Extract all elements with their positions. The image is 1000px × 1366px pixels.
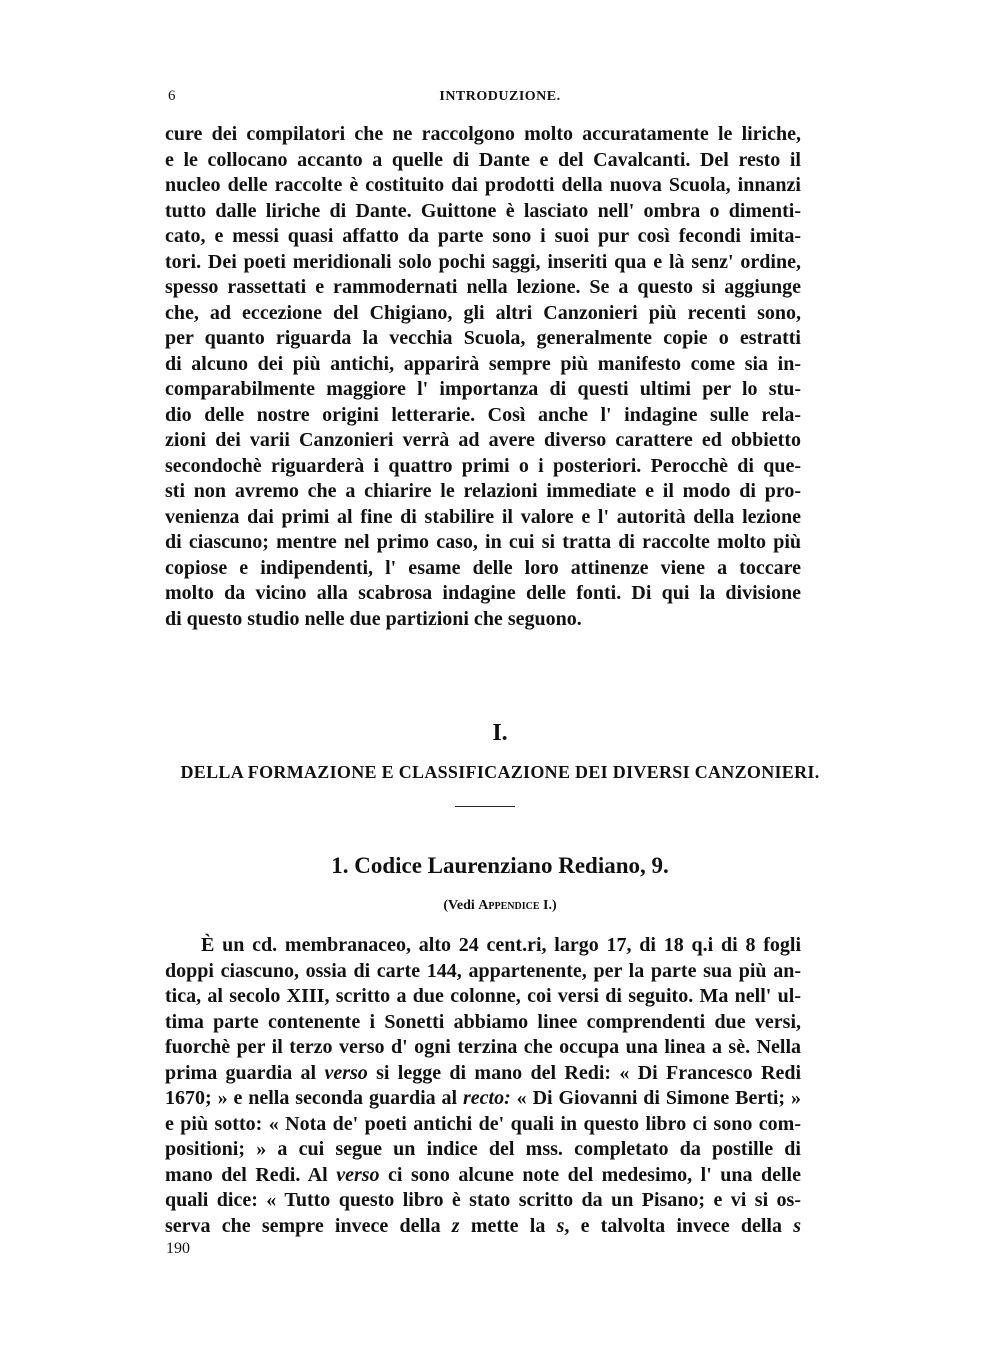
italic-text: verso [336, 1163, 380, 1186]
italic-text: s [556, 1214, 565, 1237]
text-line: di questo studio nelle due partizioni che seguono. [165, 607, 582, 630]
divider-rule [455, 806, 515, 807]
running-title: INTRODUZIONE. [439, 89, 561, 104]
text-run: ci sono alcune note del medesimo, l' una delle [379, 1163, 801, 1186]
text-line: sti non avremo che a chiarire le relazioni immediate e il modo di pro- [165, 480, 801, 502]
note-close: I.) [539, 898, 557, 913]
signature-mark: 190 [166, 1240, 190, 1257]
text-line: molto da vicino alla scabrosa indagine delle fonti. Di qui la divisione [165, 582, 801, 604]
text-line: che, ad eccezione del Chigiano, gli altri Canzonieri più recenti sono, [165, 301, 801, 324]
text-line [165, 1163, 801, 1189]
text-line: tori. Dei poeti meridionali solo pochi saggi, inseriti qua e là senz' ordine, [165, 250, 801, 273]
text-run: serva che sempre invece della [165, 1214, 452, 1237]
text-line: cato, e messi quasi affatto da parte sono i suoi pur così fecondi imita- [165, 225, 801, 247]
text-run: doppi ciascuno, ossia di carte 144, appartenente, per la parte sua più an- [165, 959, 801, 982]
text-line [165, 1010, 801, 1036]
subsection-title: 1. Codice Laurenziano Rediano, 9. [331, 853, 669, 878]
text-line: e le collocano accanto a quelle di Dante e del Cavalcanti. Del resto il [165, 148, 801, 171]
text-line: per quanto riguarda la vecchia Scuola, generalmente copie o estratti [165, 327, 801, 349]
text-line: comparabilmente maggiore l' importanza di questi ultimi per lo stu- [165, 378, 801, 400]
body-paragraph [165, 933, 801, 1239]
page-number: 6 [168, 88, 176, 104]
text-run: È un cd. membranaceo, alto 24 cent.ri, largo 17, di 18 q.i di 8 fogli [201, 934, 801, 956]
text-run: tica, al secolo XIII, scritto a due colonne, coi versi di seguito. Ma nell' ul- [165, 985, 801, 1007]
italic-text: verso [324, 1061, 368, 1084]
text-line: di alcuno dei più antichi, apparirà sempre più manifesto come sia in- [165, 352, 801, 375]
text-line: secondochè riguarderà i quattro primi o i posteriori. Perocchè di que- [165, 454, 801, 477]
text-line [165, 933, 801, 959]
text-run: , e talvolta invece della [564, 1214, 794, 1237]
text-run: prima guardia al [165, 1061, 325, 1084]
appendix-reference [0, 898, 1000, 914]
italic-text: recto: [463, 1087, 511, 1109]
text-line: spesso rassettati e rammodernati nella lezione. Se a questo si aggiunge [165, 276, 801, 298]
text-run: 1670; » e nella seconda guardia al [165, 1087, 463, 1109]
text-line: di ciascuno; mentre nel primo caso, in cui si tratta di raccolte molto più [165, 531, 801, 553]
text-run: positioni; » a cui segue un indice del mss. completato da postille di [165, 1138, 801, 1160]
text-run: mette la [459, 1214, 557, 1237]
text-line [165, 1214, 801, 1240]
text-run: tima parte contenente i Sonetti abbiamo linee comprendenti due versi, [165, 1010, 801, 1033]
text-line: dio delle nostre origini letterarie. Così anche l' indagine sulle rela- [165, 403, 801, 426]
text-line [165, 1061, 801, 1087]
italic-text: s [793, 1214, 802, 1237]
text-line: zioni dei varii Canzonieri verrà ad avere diverso carattere ed obbietto [165, 429, 801, 451]
text-line: venienza dai primi al fine di stabilire il valore e l' autorità della lezione [165, 505, 801, 528]
text-line [165, 1086, 801, 1112]
text-run: quali dice: « Tutto questo libro è stato scritto da un Pisano; e vi si os- [165, 1189, 801, 1211]
text-line [165, 1112, 801, 1138]
text-run: e più sotto: « Nota de' poeti antichi de' quali in questo libro ci sono com- [165, 1112, 801, 1135]
intro-paragraph [165, 122, 801, 632]
text-line [165, 1188, 801, 1214]
text-run: mano del Redi. Al [165, 1163, 337, 1186]
text-line: cure dei compilatori che ne raccolgono molto accuratamente le liriche, [165, 123, 801, 145]
note-open: (Vedi [443, 898, 479, 913]
italic-text: z [451, 1214, 460, 1237]
text-line [165, 984, 801, 1010]
text-line [165, 1035, 801, 1061]
text-line: copiose e indipendenti, l' esame delle loro attinenze viene a toccare [165, 556, 801, 579]
text-run: si legge di mano del Redi: « Di Francesco Redi [367, 1061, 801, 1084]
text-run: fuorchè per il terzo verso d' ogni terzina che occupa una linea a sè. Nella [165, 1036, 801, 1058]
text-run: « Di Giovanni di Simone Berti; » [510, 1087, 802, 1109]
text-line [165, 1137, 801, 1163]
text-line: tutto dalle liriche di Dante. Guittone è lasciato nell' ombra o dimenti- [165, 199, 801, 222]
text-line: nucleo delle raccolte è costituito dai prodotti della nuova Scuola, innanzi [165, 174, 801, 196]
text-line [165, 959, 801, 985]
section-number: I. [492, 720, 508, 746]
section-title: DELLA FORMAZIONE E CLASSIFICAZIONE DEI DIVERSI CANZONIERI. [180, 762, 820, 782]
note-smallcaps: Appendice [478, 898, 540, 913]
